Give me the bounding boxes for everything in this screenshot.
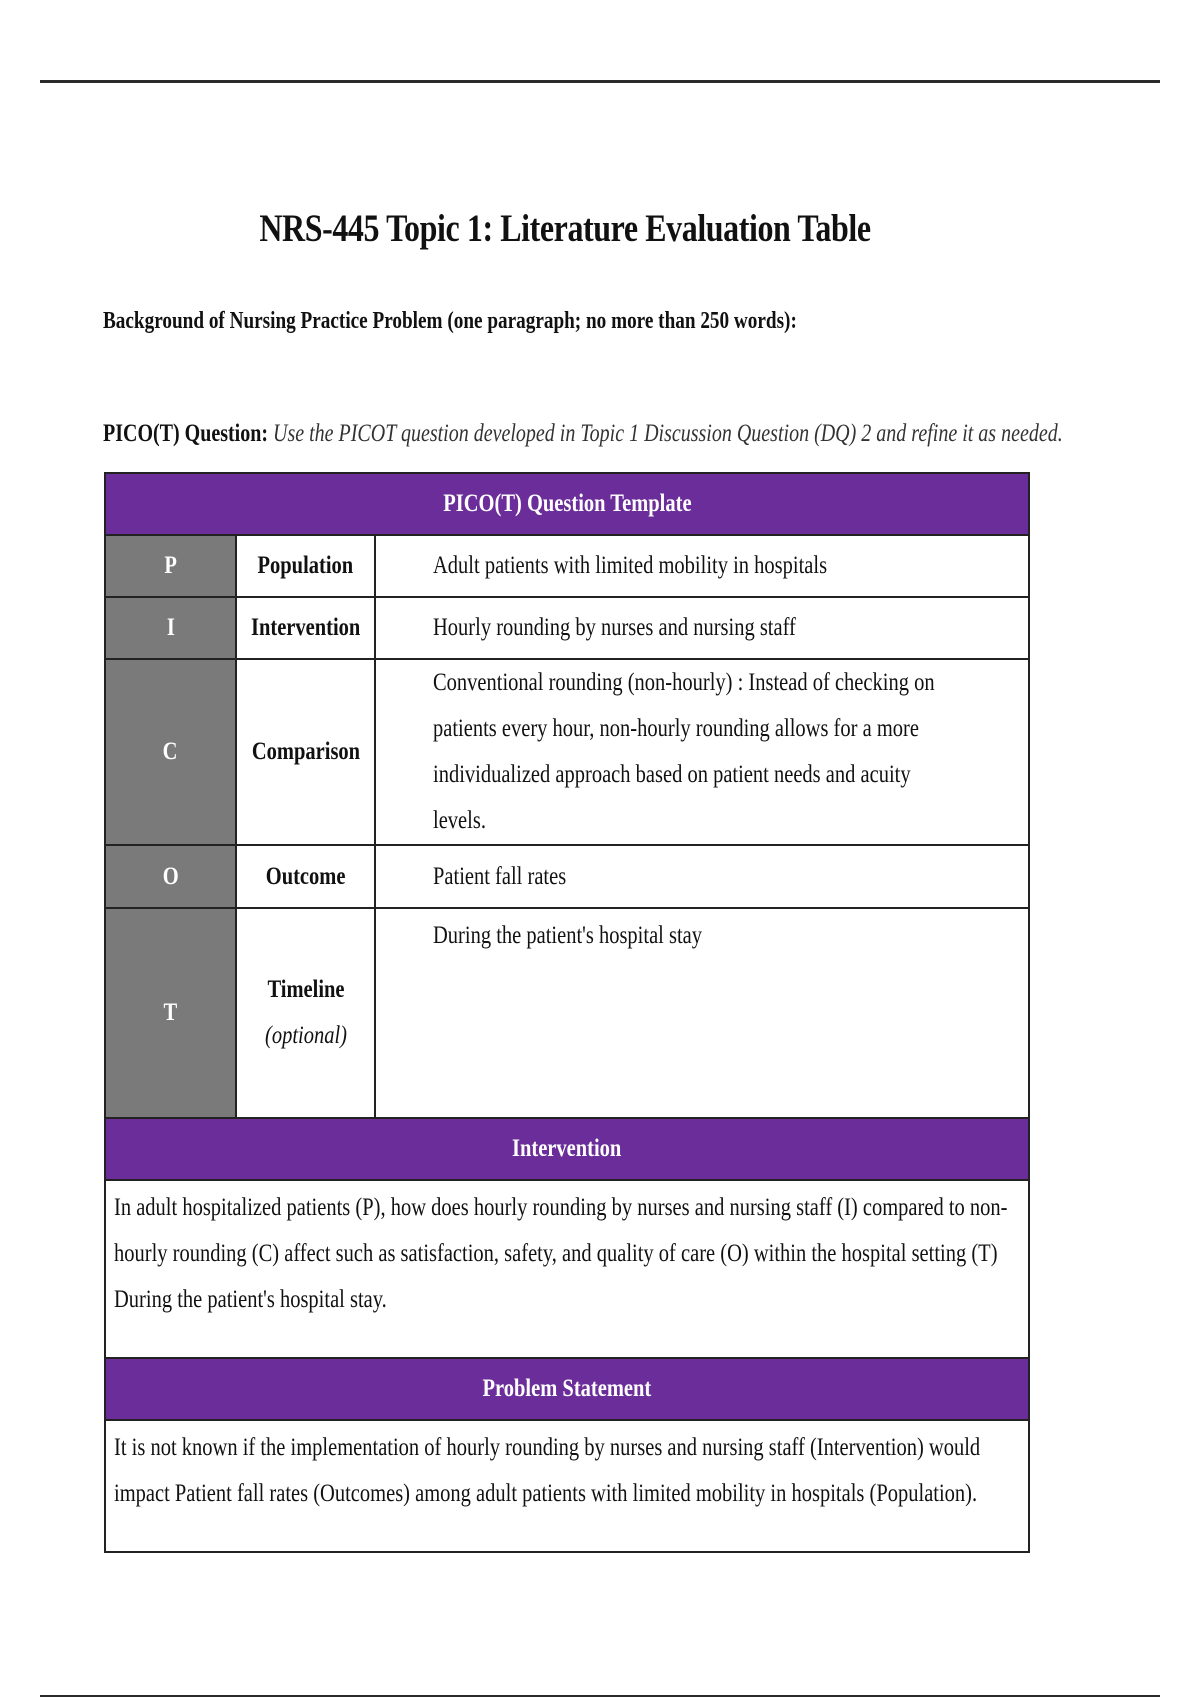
bottom-rule	[40, 1695, 1160, 1697]
pico-term-population: Population	[236, 535, 375, 597]
table-row	[105, 659, 1029, 845]
pico-question-label: PICO(T) Question:	[103, 420, 268, 447]
pico-table-header: PICO(T) Question Template	[105, 473, 1029, 535]
pico-table	[104, 472, 1030, 1553]
pico-value-intervention: Hourly rounding by nurses and nursing staff	[375, 597, 1029, 659]
pico-term-timeline-note: (optional)	[264, 1022, 347, 1049]
problem-statement-header: Problem Statement	[105, 1358, 1029, 1420]
table-row	[105, 535, 1029, 597]
intervention-row	[105, 1180, 1029, 1358]
pico-question-line	[103, 420, 1063, 448]
pico-term-outcome: Outcome	[236, 845, 375, 908]
pico-value-timeline: During the patient's hospital stay	[375, 908, 1029, 1118]
intervention-header-row	[105, 1118, 1029, 1180]
top-rule	[40, 80, 1160, 83]
pico-letter-t: T	[105, 908, 236, 1118]
pico-letter-c: C	[105, 659, 236, 845]
pico-letter-o: O	[105, 845, 236, 908]
background-heading: Background of Nursing Practice Problem (one paragraph; no more than 250 words):	[103, 308, 797, 334]
pico-term-intervention: Intervention	[236, 597, 375, 659]
table-row	[105, 908, 1029, 1118]
pico-letter-i: I	[105, 597, 236, 659]
problem-statement-header-row	[105, 1358, 1029, 1420]
page-title: NRS-445 Topic 1: Literature Evaluation Table	[259, 207, 871, 250]
pico-value-population: Adult patients with limited mobility in hospitals	[375, 535, 1029, 597]
pico-question-instruction: Use the PICOT question developed in Topic 1 Discussion Question (DQ) 2 and refine it as needed.	[273, 420, 1063, 447]
problem-statement-row	[105, 1420, 1029, 1552]
intervention-header: Intervention	[105, 1118, 1029, 1180]
table-row	[105, 597, 1029, 659]
pico-value-comparison: Conventional rounding (non-hourly) : Instead of checking on patients every hour, non-hourly rounding allows for a more individualized approach based on patient needs and acuity levels.	[375, 659, 1029, 845]
pico-header-row	[105, 473, 1029, 535]
pico-term-comparison: Comparison	[236, 659, 375, 845]
intervention-text: In adult hospitalized patients (P), how does hourly rounding by nurses and nursing staff (I) compared to non-hourly rounding (C) affect such as satisfaction, safety, and quality of care (O) within the hospital setting (T) During the patient's hospital stay.	[105, 1180, 1029, 1358]
pico-letter-p: P	[105, 535, 236, 597]
problem-statement-text: It is not known if the implementation of hourly rounding by nurses and nursing staff (Intervention) would impact Patient fall rates (Outcomes) among adult patients with limited mobility in hospitals (Population).	[105, 1420, 1029, 1552]
pico-term-timeline: Timeline (optional)	[236, 908, 375, 1118]
table-row	[105, 845, 1029, 908]
pico-value-outcome: Patient fall rates	[375, 845, 1029, 908]
